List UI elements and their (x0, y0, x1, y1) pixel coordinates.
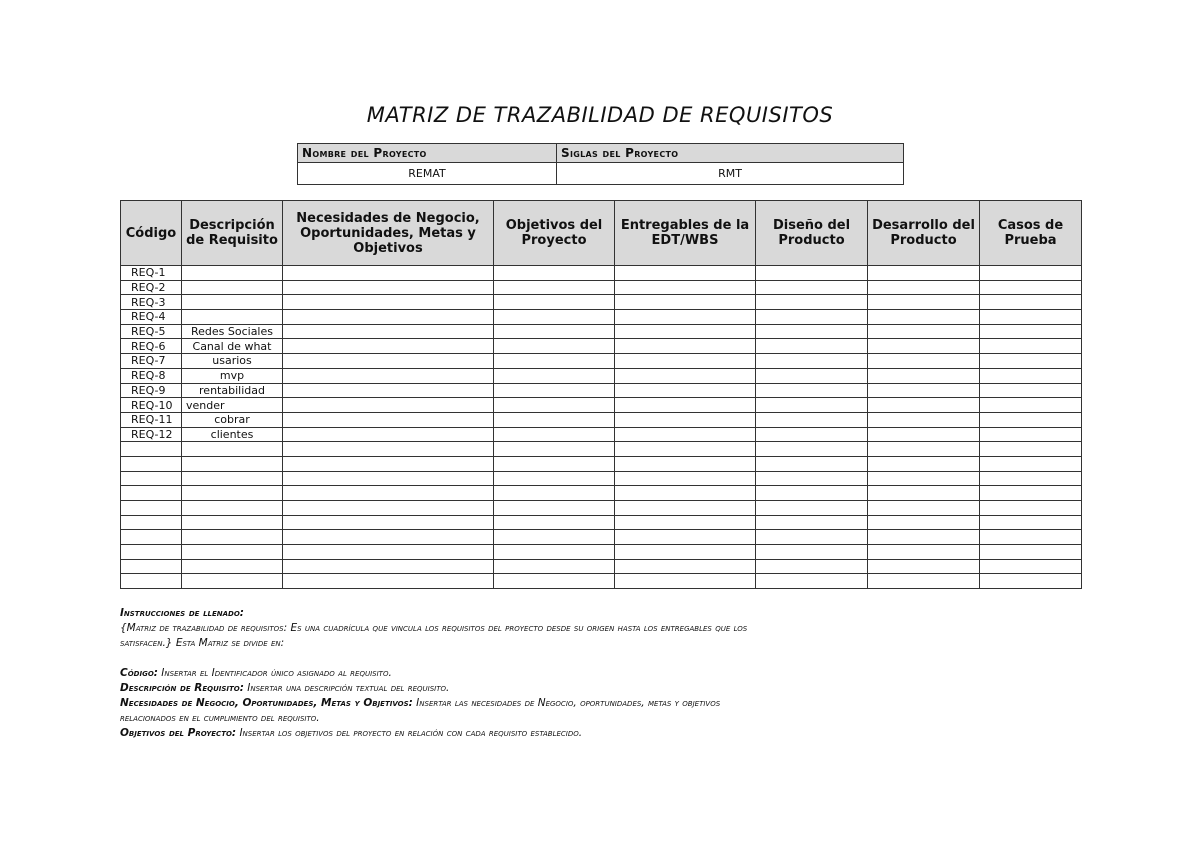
cell-empty (868, 501, 980, 516)
cell-empty (868, 559, 980, 574)
cell-empty (868, 412, 980, 427)
cell-codigo: REQ-7 (121, 354, 182, 369)
cell-empty (756, 280, 868, 295)
cell-empty (868, 545, 980, 560)
instruction-item-necesidades-cont: relacionados en el cumplimiento del requisito. (120, 712, 320, 724)
cell-codigo: REQ-11 (121, 412, 182, 427)
cell-empty (494, 280, 615, 295)
table-row (121, 295, 1082, 310)
cell-empty (283, 339, 494, 354)
cell-descripcion: rentabilidad (182, 383, 283, 398)
cell-empty (494, 295, 615, 310)
cell-empty (980, 456, 1082, 471)
cell-empty (980, 515, 1082, 530)
cell-empty (980, 412, 1082, 427)
cell-descripcion: cobrar (182, 412, 283, 427)
cell-empty (615, 295, 756, 310)
cell-empty (283, 559, 494, 574)
cell-codigo (121, 515, 182, 530)
cell-empty (756, 442, 868, 457)
cell-empty (283, 398, 494, 413)
cell-descripcion (182, 545, 283, 560)
table-row (121, 412, 1082, 427)
cell-empty (868, 471, 980, 486)
cell-empty (980, 295, 1082, 310)
cell-empty (756, 530, 868, 545)
cell-empty (756, 559, 868, 574)
cell-empty (283, 266, 494, 281)
cell-empty (283, 310, 494, 325)
cell-empty (756, 486, 868, 501)
cell-empty (868, 456, 980, 471)
cell-empty (980, 442, 1082, 457)
cell-empty (980, 471, 1082, 486)
instruction-item-necesidades: Necesidades de Negocio, Oportunidades, Metas y Objetivos: Insertar las necesidades de Negocio, oportunidades, metas y objetivos (120, 697, 721, 709)
cell-empty (494, 354, 615, 369)
cell-empty (756, 266, 868, 281)
cell-empty (756, 295, 868, 310)
cell-empty (756, 398, 868, 413)
cell-empty (494, 266, 615, 281)
cell-empty (615, 266, 756, 281)
header-codigo: Código (121, 201, 182, 266)
instruction-item-descripcion: Descripción de Requisito: Insertar una descripción textual del requisito. (120, 682, 450, 694)
cell-empty (756, 515, 868, 530)
cell-empty (283, 427, 494, 442)
cell-empty (756, 368, 868, 383)
cell-empty (494, 383, 615, 398)
cell-empty (868, 339, 980, 354)
cell-empty (868, 442, 980, 457)
cell-empty (615, 471, 756, 486)
cell-empty (494, 368, 615, 383)
table-row (121, 427, 1082, 442)
cell-empty (283, 501, 494, 516)
cell-empty (615, 456, 756, 471)
cell-empty (283, 280, 494, 295)
cell-empty (868, 266, 980, 281)
cell-codigo: REQ-3 (121, 295, 182, 310)
cell-empty (980, 383, 1082, 398)
header-diseno: Diseño del Producto (756, 201, 868, 266)
cell-empty (494, 574, 615, 589)
cell-empty (980, 280, 1082, 295)
cell-empty (615, 545, 756, 560)
cell-empty (283, 412, 494, 427)
cell-empty (615, 324, 756, 339)
cell-empty (615, 427, 756, 442)
cell-empty (615, 574, 756, 589)
header-desarrollo: Desarrollo del Producto (868, 201, 980, 266)
cell-empty (980, 339, 1082, 354)
cell-empty (494, 515, 615, 530)
cell-empty (980, 486, 1082, 501)
table-row (121, 368, 1082, 383)
cell-codigo: REQ-12 (121, 427, 182, 442)
table-row (121, 383, 1082, 398)
cell-empty (868, 515, 980, 530)
cell-empty (868, 383, 980, 398)
cell-empty (283, 295, 494, 310)
table-row (121, 545, 1082, 560)
cell-empty (615, 280, 756, 295)
table-row (121, 501, 1082, 516)
cell-empty (283, 368, 494, 383)
cell-empty (615, 515, 756, 530)
cell-empty (283, 530, 494, 545)
table-row (121, 324, 1082, 339)
document-title: MATRIZ DE TRAZABILIDAD DE REQUISITOS (366, 103, 834, 127)
cell-codigo: REQ-4 (121, 310, 182, 325)
cell-empty (494, 398, 615, 413)
cell-empty (756, 501, 868, 516)
cell-empty (494, 456, 615, 471)
cell-empty (756, 412, 868, 427)
header-entregables: Entregables de la EDT/WBS (615, 201, 756, 266)
header-necesidades: Necesidades de Negocio, Oportunidades, Metas y Objetivos (283, 201, 494, 266)
table-row (121, 471, 1082, 486)
cell-empty (615, 530, 756, 545)
table-row (121, 559, 1082, 574)
instructions-intro-line2: satisfacen.} Esta Matriz se divide en: (120, 637, 285, 649)
cell-empty (756, 574, 868, 589)
cell-empty (980, 427, 1082, 442)
cell-empty (494, 545, 615, 560)
cell-descripcion: Redes Sociales (182, 324, 283, 339)
cell-empty (494, 427, 615, 442)
header-objetivos: Objetivos del Proyecto (494, 201, 615, 266)
table-row (121, 515, 1082, 530)
cell-empty (756, 427, 868, 442)
instructions-section (120, 606, 1080, 741)
table-row (121, 530, 1082, 545)
cell-descripcion: vender (182, 398, 283, 413)
project-acronym-header: Siglas del Proyecto (557, 144, 904, 163)
cell-empty (615, 310, 756, 325)
cell-empty (615, 412, 756, 427)
cell-empty (980, 310, 1082, 325)
cell-descripcion (182, 442, 283, 457)
cell-empty (283, 574, 494, 589)
cell-empty (756, 471, 868, 486)
cell-codigo (121, 456, 182, 471)
table-row (121, 339, 1082, 354)
cell-codigo (121, 530, 182, 545)
cell-empty (756, 310, 868, 325)
cell-codigo (121, 501, 182, 516)
cell-descripcion (182, 266, 283, 281)
cell-descripcion (182, 471, 283, 486)
cell-empty (980, 501, 1082, 516)
cell-empty (615, 339, 756, 354)
cell-empty (283, 354, 494, 369)
cell-empty (615, 501, 756, 516)
table-row (121, 266, 1082, 281)
cell-empty (615, 398, 756, 413)
project-name-value: REMAT (298, 163, 557, 185)
cell-empty (980, 398, 1082, 413)
cell-empty (494, 530, 615, 545)
cell-empty (615, 559, 756, 574)
cell-empty (283, 486, 494, 501)
cell-empty (283, 456, 494, 471)
cell-empty (494, 310, 615, 325)
cell-empty (980, 574, 1082, 589)
cell-descripcion (182, 559, 283, 574)
table-row (121, 456, 1082, 471)
cell-empty (494, 471, 615, 486)
cell-codigo (121, 486, 182, 501)
table-row (121, 442, 1082, 457)
cell-empty (868, 280, 980, 295)
cell-descripcion: mvp (182, 368, 283, 383)
cell-descripcion (182, 501, 283, 516)
project-info-table (297, 143, 904, 185)
cell-empty (283, 442, 494, 457)
cell-descripcion: usarios (182, 354, 283, 369)
table-row (121, 486, 1082, 501)
cell-codigo (121, 559, 182, 574)
table-row (121, 398, 1082, 413)
cell-empty (868, 486, 980, 501)
cell-empty (868, 427, 980, 442)
header-descripcion: Descripción de Requisito (182, 201, 283, 266)
instruction-item-codigo: Código: Insertar el Identificador único asignado al requisito. (120, 667, 392, 679)
cell-empty (283, 324, 494, 339)
cell-empty (980, 368, 1082, 383)
cell-empty (756, 545, 868, 560)
cell-empty (868, 310, 980, 325)
cell-empty (494, 412, 615, 427)
matrix-header-row (121, 201, 1082, 266)
cell-descripcion: Canal de what (182, 339, 283, 354)
cell-empty (980, 354, 1082, 369)
cell-codigo (121, 442, 182, 457)
cell-empty (980, 559, 1082, 574)
cell-empty (494, 442, 615, 457)
cell-codigo (121, 471, 182, 486)
cell-empty (756, 383, 868, 398)
cell-descripcion (182, 456, 283, 471)
table-row (121, 280, 1082, 295)
cell-empty (494, 501, 615, 516)
cell-empty (868, 324, 980, 339)
cell-empty (494, 559, 615, 574)
cell-empty (615, 486, 756, 501)
cell-empty (980, 545, 1082, 560)
cell-empty (283, 471, 494, 486)
cell-empty (868, 574, 980, 589)
instructions-intro-line1: {Matriz de trazabilidad de requisitos: Es una cuadrícula que vincula los requisitos del proyecto desde su origen hasta los entregables que los (120, 622, 748, 634)
cell-codigo: REQ-2 (121, 280, 182, 295)
cell-descripcion: clientes (182, 427, 283, 442)
cell-empty (868, 368, 980, 383)
cell-empty (980, 266, 1082, 281)
cell-empty (494, 339, 615, 354)
cell-empty (868, 398, 980, 413)
instruction-item-objetivos: Objetivos del Proyecto: Insertar los objetivos del proyecto en relación con cada requisito establecido. (120, 727, 583, 739)
project-name-header: Nombre del Proyecto (298, 144, 557, 163)
cell-codigo: REQ-10 (121, 398, 182, 413)
cell-descripcion (182, 515, 283, 530)
cell-descripcion (182, 310, 283, 325)
cell-empty (283, 383, 494, 398)
cell-empty (980, 324, 1082, 339)
cell-empty (283, 545, 494, 560)
table-row (121, 354, 1082, 369)
cell-empty (615, 354, 756, 369)
cell-empty (283, 515, 494, 530)
cell-empty (615, 368, 756, 383)
cell-descripcion (182, 486, 283, 501)
cell-empty (615, 383, 756, 398)
cell-codigo: REQ-1 (121, 266, 182, 281)
cell-descripcion (182, 295, 283, 310)
cell-codigo: REQ-9 (121, 383, 182, 398)
cell-empty (756, 354, 868, 369)
cell-descripcion (182, 574, 283, 589)
cell-empty (868, 354, 980, 369)
cell-codigo: REQ-6 (121, 339, 182, 354)
cell-empty (756, 324, 868, 339)
cell-codigo (121, 574, 182, 589)
cell-empty (868, 530, 980, 545)
instructions-heading: Instrucciones de llenado: (120, 607, 245, 619)
cell-codigo: REQ-5 (121, 324, 182, 339)
project-acronym-value: RMT (557, 163, 904, 185)
cell-empty (980, 530, 1082, 545)
header-casos: Casos de Prueba (980, 201, 1082, 266)
cell-empty (756, 456, 868, 471)
cell-descripcion (182, 530, 283, 545)
traceability-matrix (120, 200, 1082, 589)
cell-codigo (121, 545, 182, 560)
cell-empty (868, 295, 980, 310)
cell-empty (494, 486, 615, 501)
cell-descripcion (182, 280, 283, 295)
cell-empty (756, 339, 868, 354)
cell-empty (615, 442, 756, 457)
table-row (121, 574, 1082, 589)
cell-empty (494, 324, 615, 339)
table-row (121, 310, 1082, 325)
cell-codigo: REQ-8 (121, 368, 182, 383)
